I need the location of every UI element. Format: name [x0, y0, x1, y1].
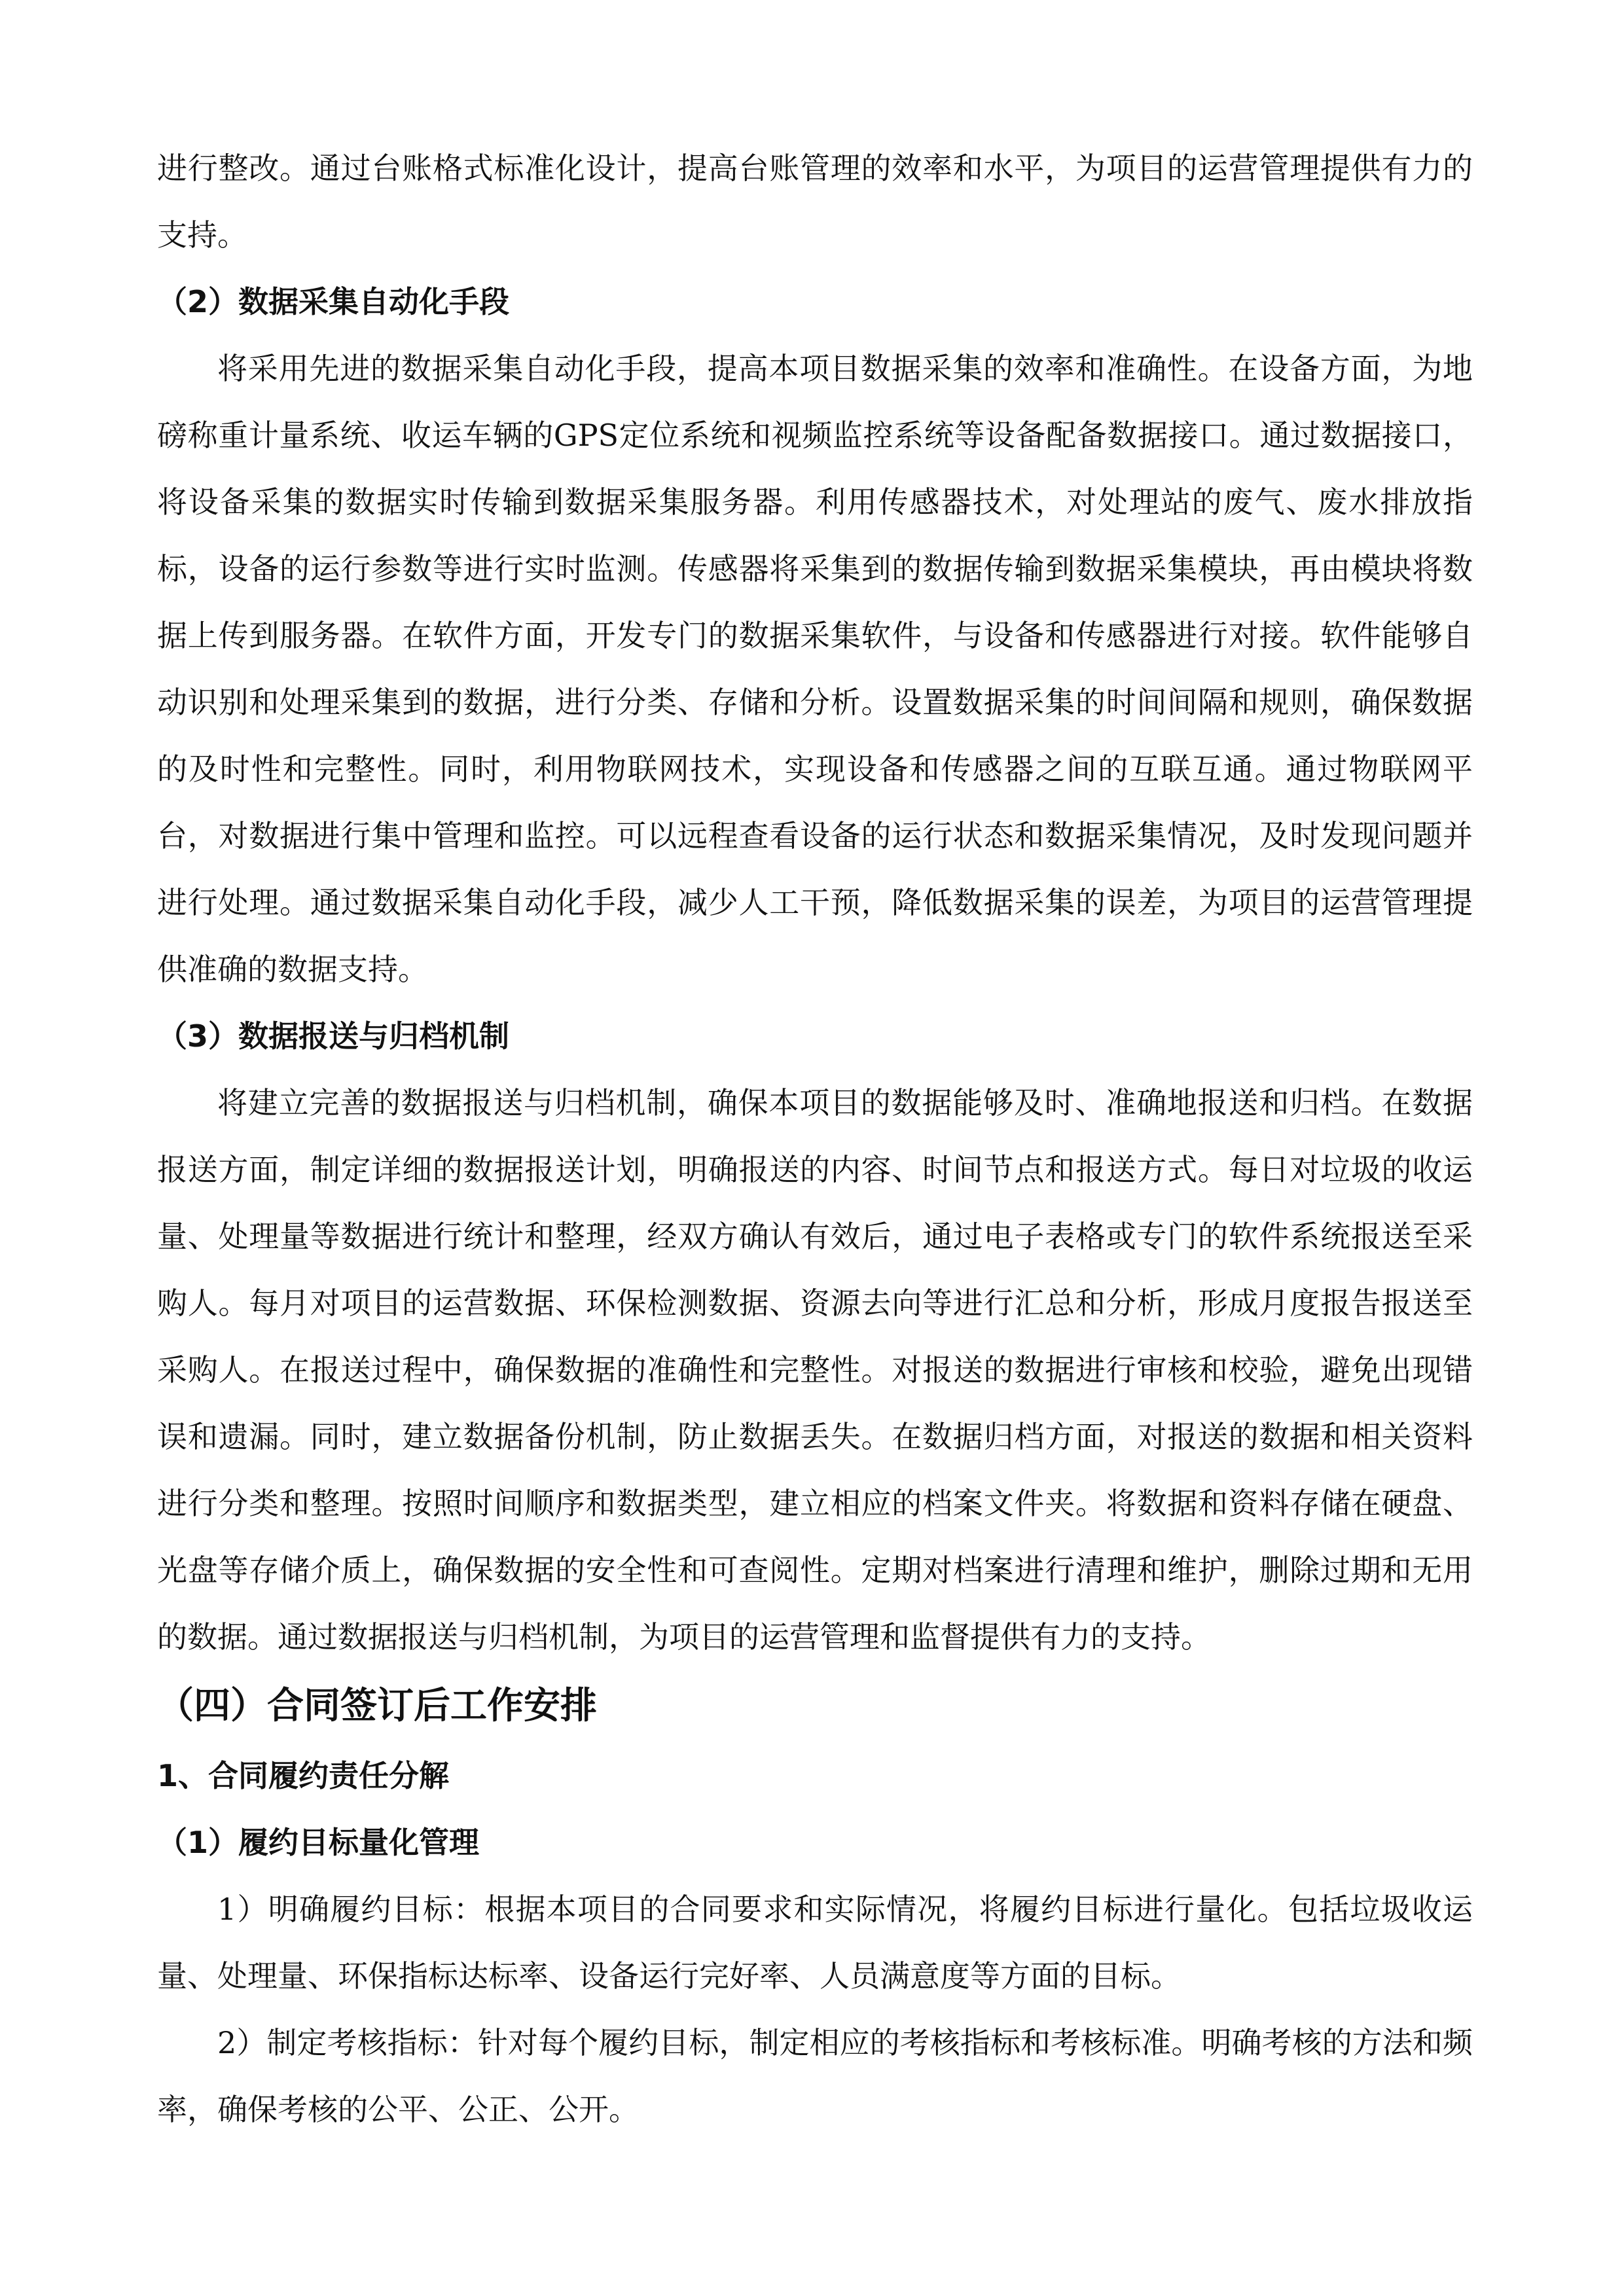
- paragraph-data-collection: 将采用先进的数据采集自动化手段，提高本项目数据采集的效率和准确性。在设备方面，为地磅称重计量系统、收运车辆的GPS定位系统和视频监控系统等设备配备数据接口。通过数据接口，将设备采集的数据实时传输到数据采集服务器。利用传感器技术，对处理站的废气、废水排放指标，设备的运行参数等进行实时监测。传感器将采集到的数据传输到数据采集模块，再由模块将数据上传到服务器。在软件方面，开发专门的数据采集软件，与设备和传感器进行对接。软件能够自动识别和处理采集到的数据，进行分类、存储和分析。设置数据采集的时间间隔和规则，确保数据的及时性和完整性。同时，利用物联网技术，实现设备和传感器之间的互联互通。通过物联网平台，对数据进行集中管理和监控。可以远程查看设备的运行状态和数据采集情况，及时发现问题并进行处理。通过数据采集自动化手段，减少人工干预，降低数据采集的误差，为项目的运营管理提供准确的数据支持。: [157, 351, 1473, 987]
- list-item-assessment-indicators: 2）制定考核指标：针对每个履约目标，制定相应的考核指标和考核标准。明确考核的方法和频率，确保考核的公平、公正、公开。: [157, 2025, 1473, 2127]
- heading-data-collection-automation: （2）数据采集自动化手段: [157, 284, 510, 319]
- paragraph-continuation: 进行整改。通过台账格式标准化设计，提高台账管理的效率和水平，为项目的运营管理提供有力的支持。: [157, 151, 1473, 253]
- document-page: [157, 135, 1473, 2143]
- paragraph-data-reporting: 将建立完善的数据报送与归档机制，确保本项目的数据能够及时、准确地报送和归档。在数据报送方面，制定详细的数据报送计划，明确报送的内容、时间节点和报送方式。每日对垃圾的收运量、处理量等数据进行统计和整理，经双方确认有效后，通过电子表格或专门的软件系统报送至采购人。每月对项目的运营数据、环保检测数据、资源去向等进行汇总和分析，形成月度报告报送至采购人。在报送过程中，确保数据的准确性和完整性。对报送的数据进行审核和校验，避免出现错误和遗漏。同时，建立数据备份机制，防止数据丢失。在数据归档方面，对报送的数据和相关资料进行分类和整理。按照时间顺序和数据类型，建立相应的档案文件夹。将数据和资料存储在硬盘、光盘等存储介质上，确保数据的安全性和可查阅性。定期对档案进行清理和维护，删除过期和无用的数据。通过数据报送与归档机制，为项目的运营管理和监督提供有力的支持。: [157, 1085, 1473, 1655]
- heading-section-four: （四）合同签订后工作安排: [157, 1685, 597, 1727]
- heading-data-reporting-archiving: （3）数据报送与归档机制: [157, 1018, 510, 1054]
- heading-contract-responsibility: 1、合同履约责任分解: [157, 1758, 450, 1793]
- list-item-define-targets: 1）明确履约目标：根据本项目的合同要求和实际情况，将履约目标进行量化。包括垃圾收运量、处理量、环保指标达标率、设备运行完好率、人员满意度等方面的目标。: [157, 1892, 1473, 1994]
- heading-performance-targets: （1）履约目标量化管理: [157, 1825, 480, 1860]
